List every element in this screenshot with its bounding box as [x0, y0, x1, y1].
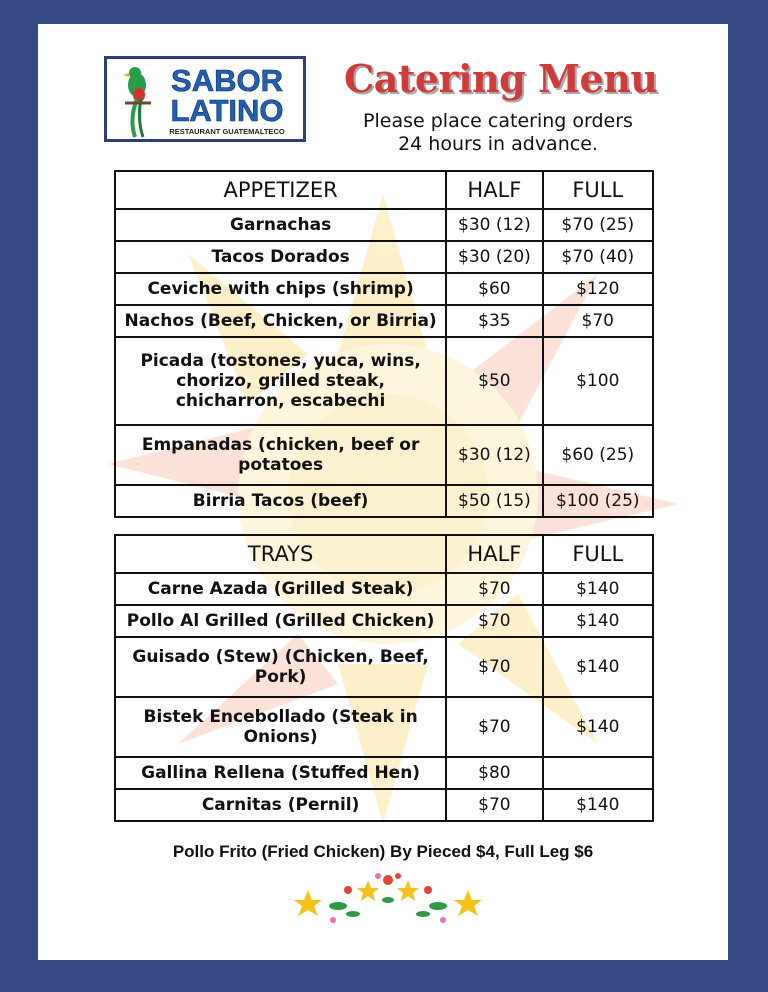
- half-price: $70: [446, 605, 542, 637]
- full-price: $120: [543, 273, 653, 305]
- table-header-row: [115, 171, 653, 209]
- half-price: $50: [446, 337, 542, 425]
- menu-item-name: Picada (tostones, yuca, wins, chorizo, grilled steak, chicharron, escabechi: [115, 337, 446, 425]
- menu-page: [38, 24, 728, 960]
- half-price: $35: [446, 305, 542, 337]
- half-price: $50 (15): [446, 485, 542, 517]
- half-price: $70: [446, 573, 542, 605]
- table-row: [115, 305, 653, 337]
- table-row: [115, 637, 653, 697]
- page-subtitle: [338, 110, 658, 156]
- menu-item-name: Carnitas (Pernil): [115, 789, 446, 821]
- full-price: [543, 757, 653, 789]
- column-header-full: FULL: [543, 535, 653, 573]
- column-header-half: HALF: [446, 171, 542, 209]
- floral-decoration-icon: [288, 870, 488, 930]
- full-price: $140: [543, 697, 653, 757]
- menu-item-name: Garnachas: [115, 209, 446, 241]
- menu-item-name: Pollo Al Grilled (Grilled Chicken): [115, 605, 446, 637]
- logo-name-line2: LATINO: [170, 93, 284, 128]
- full-price: $140: [543, 573, 653, 605]
- half-price: $60: [446, 273, 542, 305]
- subtitle-line-1: Please place catering orders: [363, 110, 633, 132]
- table-row: [115, 273, 653, 305]
- full-price: $70: [543, 305, 653, 337]
- column-header-appetizer: APPETIZER: [115, 171, 446, 209]
- full-price: $140: [543, 637, 653, 697]
- subtitle-line-2: 24 hours in advance.: [398, 133, 598, 155]
- full-price: $100 (25): [543, 485, 653, 517]
- menu-item-name: Bistek Encebollado (Steak in Onions): [115, 697, 446, 757]
- column-header-trays: TRAYS: [115, 535, 446, 573]
- menu-item-name: Nachos (Beef, Chicken, or Birria): [115, 305, 446, 337]
- full-price: $60 (25): [543, 425, 653, 485]
- menu-item-name: Birria Tacos (beef): [115, 485, 446, 517]
- full-price: $100: [543, 337, 653, 425]
- table-row: [115, 789, 653, 821]
- menu-item-name: Empanadas (chicken, beef or potatoes: [115, 425, 446, 485]
- quetzal-bird-icon: [123, 67, 151, 137]
- table-row: [115, 209, 653, 241]
- restaurant-logo: [104, 56, 306, 142]
- table-row: [115, 697, 653, 757]
- table-row: [115, 573, 653, 605]
- column-header-half: HALF: [446, 535, 542, 573]
- menu-item-name: Gallina Rellena (Stuffed Hen): [115, 757, 446, 789]
- table-row: [115, 425, 653, 485]
- half-price: $30 (12): [446, 425, 542, 485]
- half-price: $70: [446, 637, 542, 697]
- fried-chicken-note: Pollo Frito (Fried Chicken) By Pieced $4, Full Leg $6: [172, 842, 594, 861]
- table-row: [115, 757, 653, 789]
- full-price: $140: [543, 605, 653, 637]
- table-header-row: [115, 535, 653, 573]
- trays-table: [114, 534, 654, 822]
- table-row: [115, 241, 653, 273]
- half-price: $70: [446, 789, 542, 821]
- appetizer-table: [114, 170, 654, 518]
- full-price: $140: [543, 789, 653, 821]
- menu-item-name: Ceviche with chips (shrimp): [115, 273, 446, 305]
- menu-item-name: Tacos Dorados: [115, 241, 446, 273]
- menu-item-name: Guisado (Stew) (Chicken, Beef, Pork): [115, 637, 446, 697]
- half-price: $80: [446, 757, 542, 789]
- table-row: [115, 337, 653, 425]
- full-price: $70 (40): [543, 241, 653, 273]
- table-row: [115, 485, 653, 517]
- logo-tagline: RESTAURANT GUATEMALTECO: [169, 127, 285, 136]
- menu-item-name: Carne Azada (Grilled Steak): [115, 573, 446, 605]
- half-price: $30 (20): [446, 241, 542, 273]
- full-price: $70 (25): [543, 209, 653, 241]
- column-header-full: FULL: [543, 171, 653, 209]
- table-row: [115, 605, 653, 637]
- logo-name-line1: SABOR: [171, 63, 283, 98]
- page-title: Catering Menu: [344, 56, 658, 101]
- half-price: $70: [446, 697, 542, 757]
- half-price: $30 (12): [446, 209, 542, 241]
